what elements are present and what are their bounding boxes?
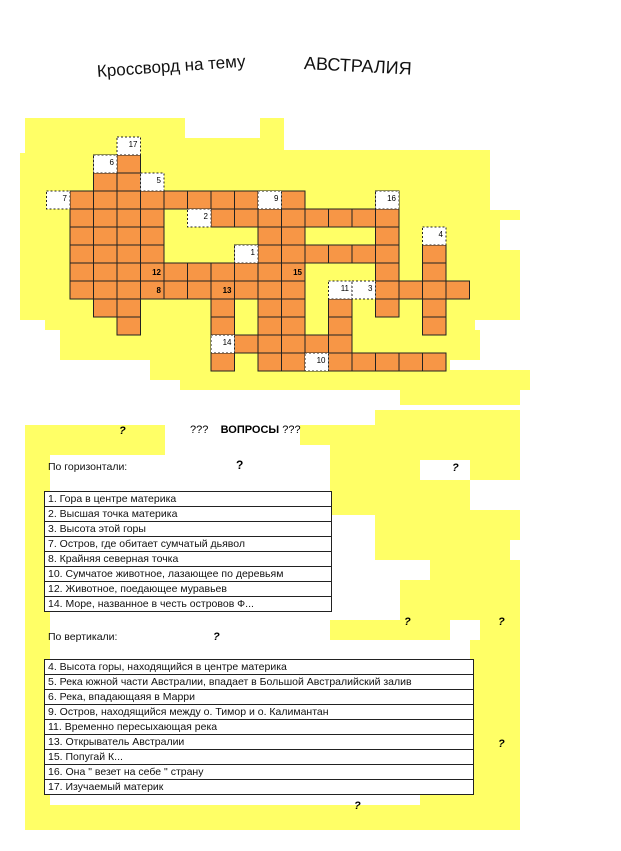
clue-number: 17 (128, 140, 138, 149)
clue-number: 15 (293, 268, 302, 277)
question-mark: ? (236, 458, 244, 472)
crossword-cell (423, 281, 447, 299)
vertical-clues-table (44, 659, 474, 795)
crossword-cell (329, 335, 353, 353)
crossword-cell (282, 209, 306, 227)
clue-row (45, 522, 332, 537)
clue-row (45, 705, 474, 720)
clue-number: 6 (109, 158, 114, 167)
crossword-cell (282, 317, 306, 335)
crossword-cell (235, 263, 259, 281)
crossword-cell (423, 245, 447, 263)
crossword-cell (117, 299, 141, 317)
crossword-cell (376, 245, 400, 263)
questions-heading (190, 424, 301, 436)
crossword-cell (94, 281, 118, 299)
crossword-cell (141, 191, 165, 209)
crossword-cell (117, 263, 141, 281)
crossword-cell (352, 245, 376, 263)
crossword-cell (188, 281, 212, 299)
clue-number: 5 (156, 176, 161, 185)
clue-number: 16 (387, 194, 396, 203)
clue-text: 6. Река, впадающаяя в Марри (45, 690, 474, 705)
clue-text: 17. Изучаемый материк (45, 780, 474, 795)
clue-row (45, 690, 474, 705)
crossword-cell (117, 155, 141, 173)
crossword-cell (376, 227, 400, 245)
crossword-cell (282, 191, 306, 209)
crossword-cell (94, 209, 118, 227)
crossword-cell (141, 209, 165, 227)
clue-number: 9 (274, 194, 279, 203)
clue-text: 2. Высшая точка материка (45, 507, 332, 522)
clue-text: 9. Остров, находящийся между о. Тимор и о. Калимантан (45, 705, 474, 720)
crossword-cell (211, 317, 235, 335)
clue-number: 14 (222, 338, 232, 347)
crossword-cell (188, 263, 212, 281)
crossword-cell (258, 263, 282, 281)
crossword-cell (329, 317, 353, 335)
clue-number: 7 (62, 194, 67, 203)
question-mark: ? (452, 462, 459, 474)
crossword-cell (305, 209, 329, 227)
clue-number: 8 (156, 286, 161, 295)
crossword-cell (329, 245, 353, 263)
horizontal-clues-table (44, 491, 332, 612)
vertical-label: По вертикали: (48, 631, 118, 643)
crossword-cell (70, 245, 94, 263)
crossword-cell (70, 263, 94, 281)
crossword-cell (399, 281, 423, 299)
clue-row (45, 492, 332, 507)
question-mark: ? (498, 738, 505, 750)
crossword-cell (188, 191, 212, 209)
crossword-cell (305, 245, 329, 263)
clue-row (45, 537, 332, 552)
crossword-cell (376, 263, 400, 281)
question-mark: ? (404, 616, 411, 628)
crossword-cell (235, 209, 259, 227)
clue-number: 2 (203, 212, 208, 221)
crossword-cell (211, 209, 235, 227)
crossword-cell (70, 281, 94, 299)
crossword-cell (399, 353, 423, 371)
crossword-cell (211, 191, 235, 209)
clue-row (45, 582, 332, 597)
clue-text: 15. Попугай К... (45, 750, 474, 765)
crossword-cell (258, 317, 282, 335)
clue-text: 10. Сумчатое животное, лазающее по деревьям (45, 567, 332, 582)
crossword-cell (235, 335, 259, 353)
crossword-cell (258, 281, 282, 299)
questions-heading-title: ВОПРОСЫ (220, 424, 280, 436)
crossword-cell (352, 353, 376, 371)
crossword-cell (376, 209, 400, 227)
crossword-cell (164, 281, 188, 299)
crossword-cell (446, 281, 470, 299)
clue-number: 1 (250, 248, 255, 257)
crossword-cell (94, 191, 118, 209)
crossword-cell (117, 281, 141, 299)
crossword-cell (117, 317, 141, 335)
clue-text: 7. Остров, где обитает сумчатый дьявол (45, 537, 332, 552)
clue-text: 4. Высота горы, находящийся в центре материка (45, 660, 474, 675)
crossword-cell (94, 173, 118, 191)
crossword-cell (117, 209, 141, 227)
crossword-cell (329, 299, 353, 317)
crossword-cell (305, 335, 329, 353)
crossword-cell (258, 227, 282, 245)
clue-text: 16. Она " везет на себе " страну (45, 765, 474, 780)
crossword-cell (94, 245, 118, 263)
clue-number: 10 (316, 356, 326, 365)
clue-text: 12. Животное, поедающее муравьев (45, 582, 332, 597)
crossword-cell (282, 335, 306, 353)
crossword-cell (94, 263, 118, 281)
question-mark: ? (119, 425, 126, 437)
crossword-cell (282, 227, 306, 245)
clue-row (45, 720, 474, 735)
crossword-cell (211, 299, 235, 317)
crossword-cell (117, 173, 141, 191)
crossword-cell (282, 353, 306, 371)
clue-row (45, 507, 332, 522)
crossword-cell (164, 263, 188, 281)
crossword-cell (376, 353, 400, 371)
crossword-caption: Кроссворд на тему (96, 51, 247, 81)
crossword-cell (329, 353, 353, 371)
clue-number: 13 (222, 286, 232, 295)
crossword-cell (423, 353, 447, 371)
crossword-cell (423, 263, 447, 281)
crossword-cell (94, 299, 118, 317)
clue-row (45, 552, 332, 567)
clue-row (45, 780, 474, 795)
clue-text: 3. Высота этой горы (45, 522, 332, 537)
crossword-cell (282, 245, 306, 263)
question-mark: ? (498, 616, 505, 628)
clue-number: 11 (340, 284, 349, 293)
crossword-cell (235, 281, 259, 299)
clue-row (45, 750, 474, 765)
crossword-cell (258, 299, 282, 317)
crossword-cell (94, 227, 118, 245)
clue-number: 3 (368, 284, 373, 293)
crossword-cell (141, 245, 165, 263)
crossword-theme: АВСТРАЛИЯ (303, 53, 413, 79)
crossword-cell (376, 281, 400, 299)
horizontal-label: По горизонтали: (48, 461, 128, 473)
clue-text: 5. Река южной части Австралии, впадает в Большой Австралийский залив (45, 675, 474, 690)
crossword-cell (117, 245, 141, 263)
clue-number: 4 (438, 230, 443, 239)
crossword-cell (258, 209, 282, 227)
crossword-cell (282, 299, 306, 317)
clue-row (45, 660, 474, 675)
question-mark: ? (354, 800, 361, 812)
clue-row (45, 765, 474, 780)
crossword-cell (117, 191, 141, 209)
clue-number: 12 (152, 268, 161, 277)
crossword-cell (164, 191, 188, 209)
clue-text: 14. Море, названное в честь островов Ф... (45, 597, 332, 612)
crossword-cell (352, 209, 376, 227)
crossword-cell (70, 191, 94, 209)
crossword-cell (329, 209, 353, 227)
crossword-cell (423, 317, 447, 335)
clue-text: 8. Крайняя северная точка (45, 552, 332, 567)
crossword-cell (423, 299, 447, 317)
clue-row (45, 567, 332, 582)
clue-row (45, 735, 474, 750)
clue-text: 11. Временно пересыхающая река (45, 720, 474, 735)
crossword-cell (70, 209, 94, 227)
crossword-cell (376, 299, 400, 317)
crossword-cell (70, 227, 94, 245)
crossword-cell (141, 227, 165, 245)
questions-heading-suffix: ??? (282, 424, 301, 436)
crossword-cell (258, 245, 282, 263)
clue-row (45, 675, 474, 690)
question-mark: ? (213, 631, 220, 643)
clue-text: 1. Гора в центре материка (45, 492, 332, 507)
crossword-cell (235, 191, 259, 209)
crossword-cell (211, 353, 235, 371)
crossword-cell (117, 227, 141, 245)
questions-heading-prefix: ??? (190, 424, 209, 436)
crossword-cell (258, 353, 282, 371)
crossword-cell (211, 263, 235, 281)
crossword-cell (258, 335, 282, 353)
clue-text: 13. Открыватель Австралии (45, 735, 474, 750)
clue-row (45, 597, 332, 612)
crossword-cell (282, 281, 306, 299)
